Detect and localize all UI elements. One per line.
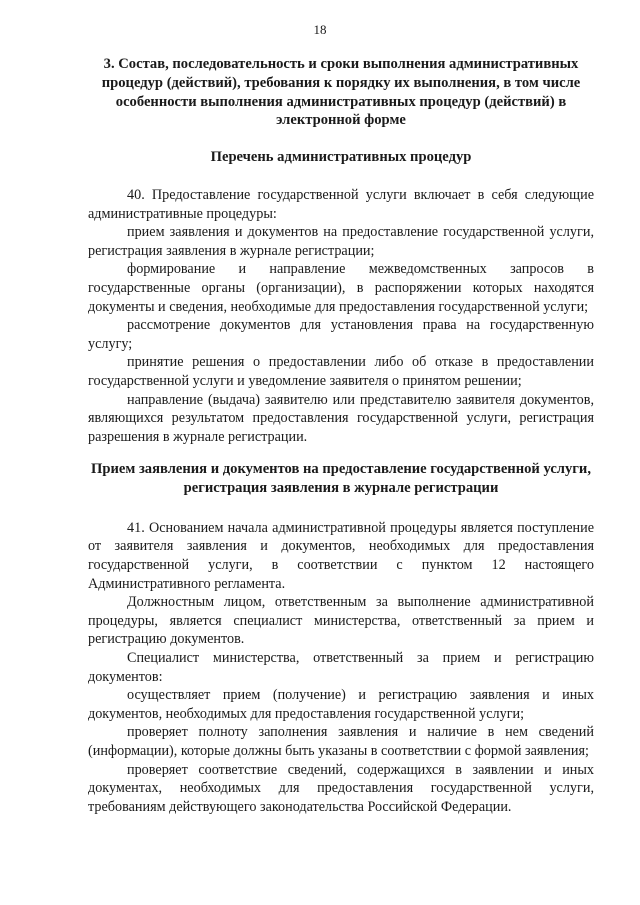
list-item: проверяет соответствие сведений, содержащихся в заявлении и иных документах, необходимых для предоставления государственной услуги, требованиям действующего законодательства Российской Федерации. bbox=[88, 761, 594, 815]
paragraph-40: 40. Предоставление государственной услуги включает в себя следующие административные процедуры: bbox=[88, 186, 594, 222]
subsection-title: Прием заявления и документов на предоставление государственной услуги, регистрация заявления в журнале регистрации bbox=[91, 461, 591, 497]
paragraph-41: 41. Основанием начала административной процедуры является поступление от заявителя заявления и документов, необходимых для предоставления государственной услуги, в соответствии с пунктом 12 настоящего Административного регламента. bbox=[88, 519, 594, 592]
list-item: направление (выдача) заявителю или представителю заявителя документов, являющихся результатом предоставления государственной услуги, регистрация разрешения в журнале регистрации. bbox=[88, 391, 594, 445]
paragraph: Специалист министерства, ответственный за прием и регистрацию документов: bbox=[88, 650, 594, 685]
paragraph: Должностным лицом, ответственным за выполнение административной процедуры, является специалист министерства, ответственный за прием и регистрацию документов. bbox=[88, 594, 594, 648]
list-item: принятие решения о предоставлении либо об отказе в предоставлении государственной услуги и уведомление заявителя о принятом решении; bbox=[88, 354, 594, 389]
list-item: осуществляет прием (получение) и регистрацию заявления и иных документов, необходимых для предоставления государственной услуги; bbox=[88, 687, 594, 722]
list-item: рассмотрение документов для установления права на государственную услугу; bbox=[88, 317, 594, 352]
list-item: формирование и направление межведомственных запросов в государственные органы (организации), в распоряжении которых находятся документы и сведения, необходимые для предоставления государственной услуги; bbox=[88, 261, 594, 315]
section-title: 3. Состав, последовательность и сроки выполнения административных процедур (действий), требования к порядку их выполнения, в том числе особенности выполнения административных процедур (действий) в электронной форме bbox=[101, 56, 581, 129]
list-item: проверяет полноту заполнения заявления и наличие в нем сведений (информации), которые должны быть указаны в соответствии с формой заявления; bbox=[88, 724, 594, 760]
procedure-list bbox=[88, 186, 594, 446]
subsection-body bbox=[88, 519, 594, 817]
page-content bbox=[88, 55, 594, 816]
list-item: прием заявления и документов на предоставление государственной услуги, регистрация заявления в журнале регистрации; bbox=[88, 224, 594, 259]
list-title: Перечень административных процедур bbox=[210, 149, 472, 166]
page-number: 18 bbox=[313, 22, 327, 37]
